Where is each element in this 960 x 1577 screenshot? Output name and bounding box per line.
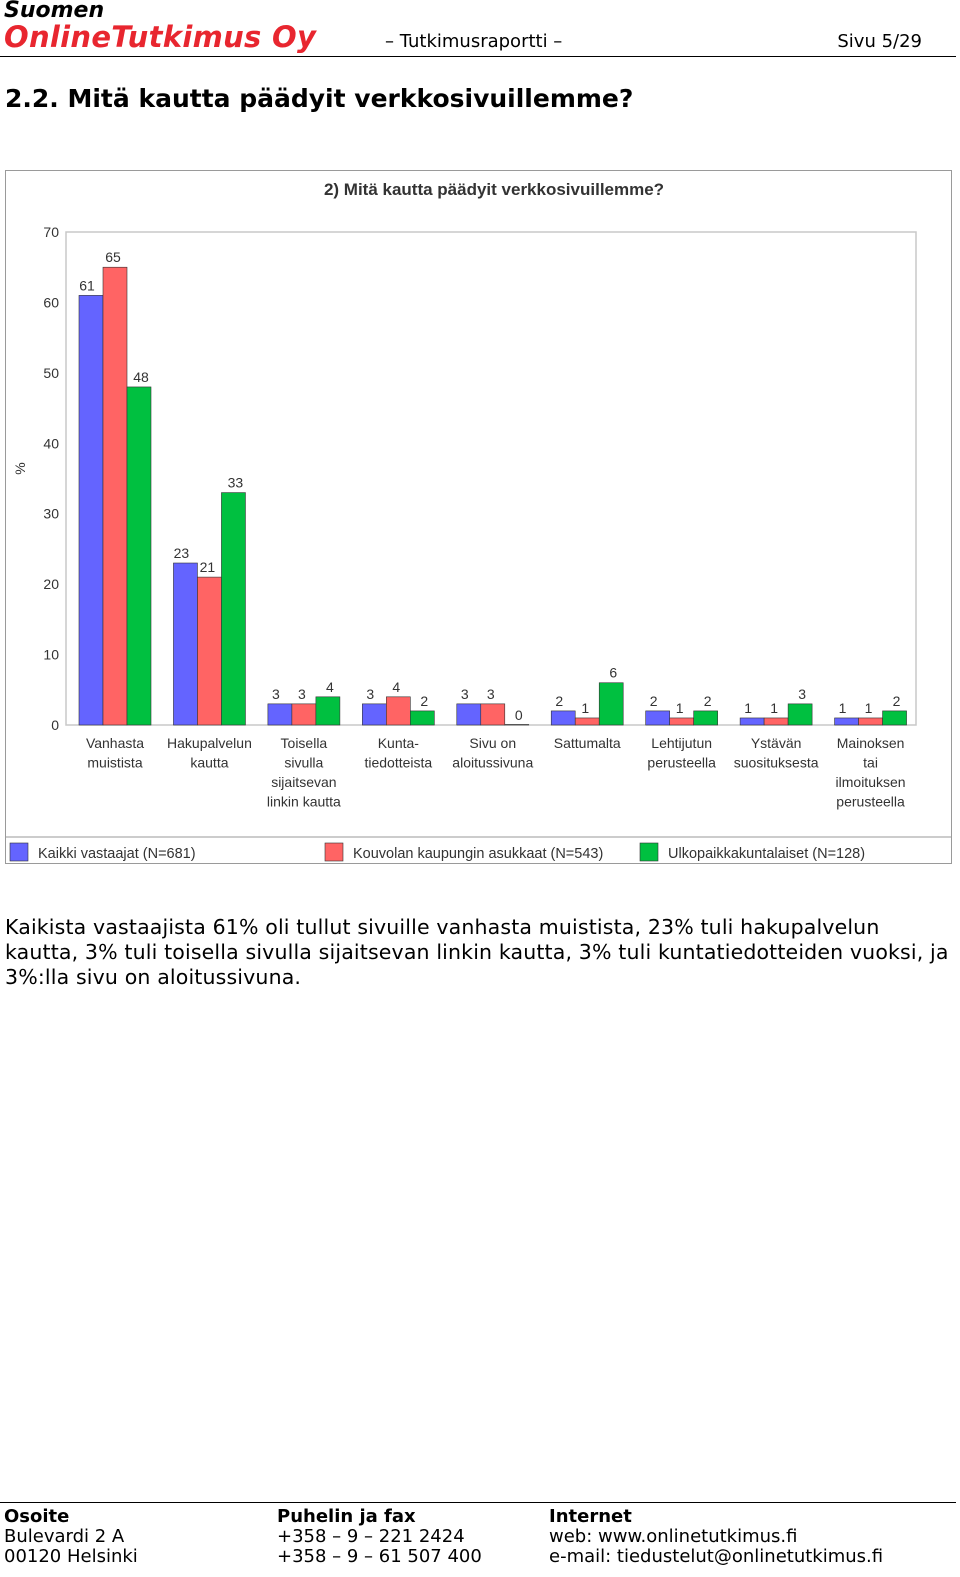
- x-category-label: Sattumalta: [553, 735, 621, 751]
- y-axis-label: %: [12, 462, 28, 475]
- data-label: 3: [798, 685, 807, 702]
- bar: [481, 704, 505, 725]
- data-label: 33: [227, 474, 244, 491]
- bar: [410, 711, 434, 725]
- bar: [316, 697, 340, 725]
- x-category-label: Kunta-: [377, 735, 419, 751]
- legend-label: Ulkopaikkakuntalaiset (N=128): [668, 846, 866, 862]
- bar: [221, 493, 245, 725]
- bar: [79, 295, 103, 725]
- y-tick-label: 40: [43, 435, 59, 452]
- bar: [197, 577, 221, 725]
- footer-address-heading: Osoite: [4, 1506, 70, 1527]
- bar: [788, 704, 812, 725]
- bar: [835, 718, 859, 725]
- footer-internet-heading: Internet: [549, 1506, 632, 1527]
- data-label: 48: [133, 368, 149, 385]
- footer-internet: [549, 1507, 883, 1567]
- company-name-line2: OnlineTutkimus Oy: [4, 20, 317, 54]
- y-tick-label: 70: [43, 224, 59, 240]
- x-category-label: sijaitsevan: [271, 774, 337, 790]
- x-category-label: Ystävän: [750, 735, 802, 751]
- bar: [764, 718, 788, 725]
- y-tick-label: 30: [43, 505, 59, 522]
- y-tick-label: 60: [43, 294, 59, 311]
- section-title: 2.2. Mitä kautta päädyit verkkosivuillemme?: [5, 84, 634, 113]
- bar: [883, 711, 907, 725]
- data-label: 2: [703, 692, 712, 709]
- chart-canvas: [6, 171, 951, 863]
- legend-swatch: [325, 843, 343, 861]
- x-category-label: tai: [863, 754, 878, 771]
- x-category-label: Lehtijutun: [651, 735, 713, 751]
- bar: [268, 704, 292, 725]
- x-category-label: Sivu on: [469, 735, 517, 751]
- data-label: 4: [392, 678, 401, 695]
- x-category-label: sivulla: [284, 754, 324, 771]
- data-label: 1: [770, 699, 779, 716]
- bar: [386, 697, 410, 725]
- x-category-label: Mainoksen: [836, 735, 905, 751]
- footer-email-link[interactable]: e-mail: tiedustelut@onlinetutkimus.fi: [549, 1546, 884, 1567]
- x-category-label: Vanhasta: [85, 735, 145, 751]
- bar: [859, 718, 883, 725]
- data-label: 1: [581, 699, 590, 716]
- footer-phone-heading: Puhelin ja fax: [277, 1506, 416, 1527]
- data-label: 6: [609, 664, 618, 681]
- x-category-label: perusteella: [836, 793, 905, 810]
- data-label: 61: [79, 277, 95, 294]
- document-type: – Tutkimusraportti –: [385, 31, 563, 52]
- bar: [362, 704, 386, 725]
- footer-web-link[interactable]: web: www.onlinetutkimus.fi: [549, 1526, 798, 1547]
- data-label: 3: [366, 685, 375, 702]
- x-category-label: ilmoituksen: [835, 774, 906, 790]
- data-label: 3: [297, 685, 306, 702]
- footer-phone-line1: +358 – 9 – 221 2424: [277, 1526, 465, 1547]
- y-tick-label: 50: [43, 364, 59, 381]
- x-category-label: perusteella: [647, 754, 716, 771]
- x-category-label: linkin kautta: [266, 793, 341, 810]
- data-label: 1: [864, 699, 873, 716]
- data-label: 0: [514, 707, 523, 723]
- x-category-label: muistista: [87, 754, 143, 771]
- bar: [599, 683, 623, 725]
- data-label: 2: [420, 692, 429, 709]
- x-category-label: tiedotteista: [364, 754, 433, 771]
- x-category-label: kautta: [190, 754, 229, 771]
- bar: [575, 718, 599, 725]
- page-header: [0, 0, 956, 57]
- data-label: 1: [744, 699, 753, 716]
- data-label: 65: [105, 249, 121, 266]
- bar: [505, 725, 529, 726]
- x-category-label: Hakupalvelun: [167, 735, 252, 751]
- legend-label: Kouvolan kaupungin asukkaat (N=543): [353, 846, 604, 862]
- page-footer: [0, 1502, 956, 1577]
- data-label: 3: [271, 685, 280, 702]
- bar: [740, 718, 764, 725]
- footer-address-line2: 00120 Helsinki: [4, 1546, 138, 1567]
- data-label: 2: [649, 692, 658, 709]
- footer-address-line1: Bulevardi 2 A: [4, 1526, 125, 1547]
- bar: [457, 704, 481, 725]
- y-tick-label: 20: [43, 576, 59, 593]
- data-label: 21: [199, 559, 216, 576]
- page-number: Sivu 5/29: [837, 31, 922, 52]
- legend-swatch: [640, 843, 658, 861]
- bar: [173, 563, 197, 725]
- data-label: 3: [460, 685, 469, 702]
- bar: [694, 711, 718, 725]
- data-label: 4: [325, 678, 334, 695]
- data-label: 1: [675, 699, 684, 716]
- footer-address: [4, 1507, 138, 1567]
- legend-swatch: [10, 843, 28, 861]
- bar: [670, 718, 694, 725]
- legend-label: Kaikki vastaajat (N=681): [38, 846, 196, 862]
- x-category-label: aloitussivuna: [452, 754, 534, 771]
- chart-title: 2) Mitä kautta päädyit verkkosivuillemme?: [323, 180, 665, 199]
- x-category-label: Toisella: [280, 735, 328, 751]
- data-label: 2: [555, 692, 564, 709]
- data-label: 2: [892, 692, 901, 709]
- company-name-line1: Suomen: [4, 0, 105, 23]
- x-category-label: suosituksesta: [733, 754, 819, 771]
- bar: [646, 711, 670, 725]
- bar: [103, 267, 127, 725]
- summary-paragraph: Kaikista vastaajista 61% oli tullut sivuille vanhasta muistista, 23% tuli hakupalvelun kautta, 3% tuli toisella sivulla sijaitsevan linkin kautta, 3% tuli kuntatiedotteiden vuoksi, ja 3%:lla sivu on aloitussivuna.: [5, 915, 949, 989]
- y-tick-label: 0: [51, 717, 59, 733]
- bar: [127, 387, 151, 725]
- footer-phone-line2: +358 – 9 – 61 507 400: [277, 1546, 482, 1567]
- data-label: 1: [838, 699, 847, 716]
- footer-phone: [277, 1507, 482, 1567]
- bar: [292, 704, 316, 725]
- data-label: 3: [486, 685, 495, 702]
- y-tick-label: 10: [43, 646, 59, 663]
- bar-chart: [5, 170, 952, 864]
- data-label: 23: [173, 545, 190, 562]
- bar: [551, 711, 575, 725]
